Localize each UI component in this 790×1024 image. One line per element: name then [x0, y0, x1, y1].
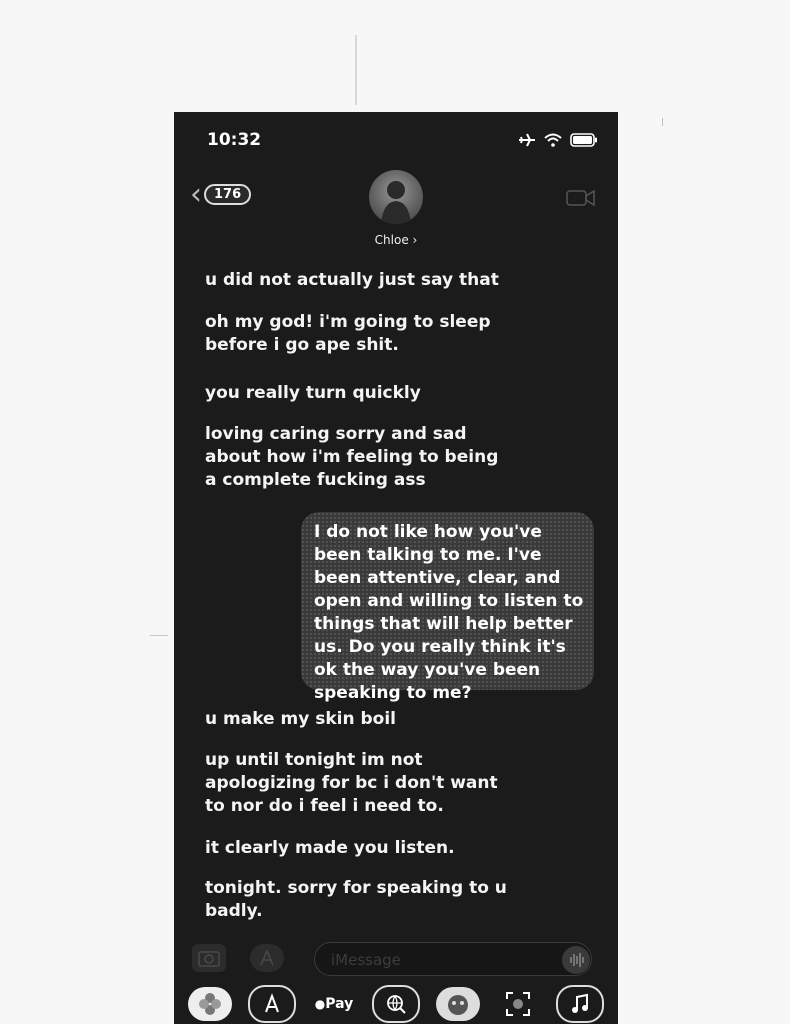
apple-pay-label: Pay — [325, 996, 354, 1012]
apple-logo-icon: ● — [314, 997, 326, 1011]
app-store-dock-button[interactable] — [248, 985, 296, 1023]
back-button[interactable] — [190, 176, 251, 212]
video-call-icon[interactable] — [566, 188, 596, 208]
scan-mark — [355, 35, 357, 105]
apple-pay-button[interactable] — [312, 987, 356, 1021]
app-store-icon — [250, 944, 284, 972]
audio-message-button[interactable] — [562, 946, 590, 974]
received-message: it clearly made you listen. — [205, 838, 455, 858]
photos-app-button[interactable] — [188, 987, 232, 1021]
status-time: 10:32 — [207, 130, 262, 150]
camera-icon — [192, 944, 226, 972]
camera-button[interactable] — [192, 944, 226, 972]
app-drawer — [174, 984, 618, 1024]
scan-mark — [662, 118, 663, 126]
chevron-left-icon: ‹ — [190, 176, 202, 212]
contact-name[interactable]: Chloe › — [374, 233, 418, 247]
received-message: oh my god! i'm going to sleep before i go ape shit. — [205, 312, 491, 355]
battery-icon — [570, 133, 598, 147]
airplane-icon — [518, 132, 536, 148]
memoji-button[interactable] — [436, 987, 480, 1021]
waveform-icon — [562, 946, 590, 974]
memoji-icon — [443, 991, 473, 1017]
received-message: u make my skin boil — [205, 709, 396, 729]
app-store-icon — [260, 992, 284, 1016]
status-icons — [518, 132, 598, 148]
photos-icon — [197, 991, 223, 1017]
music-app-button[interactable] — [556, 985, 604, 1023]
received-message: up until tonight im not apologizing for bc i don't want to nor do i feel i need to. — [205, 750, 498, 816]
composer-bar — [174, 938, 618, 982]
received-message: loving caring sorry and sad about how i'm feeling to being a complete fucking ass — [205, 424, 499, 490]
received-message: you really turn quickly — [205, 383, 421, 403]
music-note-icon — [569, 993, 591, 1015]
phone-screen — [174, 112, 618, 1024]
scan-mark — [150, 635, 168, 636]
wifi-icon — [544, 133, 562, 147]
received-message: tonight. sorry for speaking to u badly. — [205, 878, 507, 921]
face-frame-icon — [504, 990, 532, 1018]
animoji-button[interactable] — [496, 987, 540, 1021]
received-message: u did not actually just say that — [205, 270, 499, 290]
person-silhouette-icon — [369, 170, 423, 224]
sent-message-bubble — [301, 512, 594, 703]
contact-avatar[interactable] — [369, 170, 423, 224]
sent-message: I do not like how you've been talking to me. I've been attentive, clear, and open and willing to listen to things that will help better us. Do you really think it's ok the way you've been speaking to me? — [314, 522, 584, 703]
app-store-button[interactable] — [250, 944, 284, 972]
message-input[interactable]: iMessage — [314, 942, 592, 976]
web-search-button[interactable] — [372, 985, 420, 1023]
globe-search-icon — [385, 993, 407, 1015]
unread-count-badge: 176 — [204, 184, 251, 205]
